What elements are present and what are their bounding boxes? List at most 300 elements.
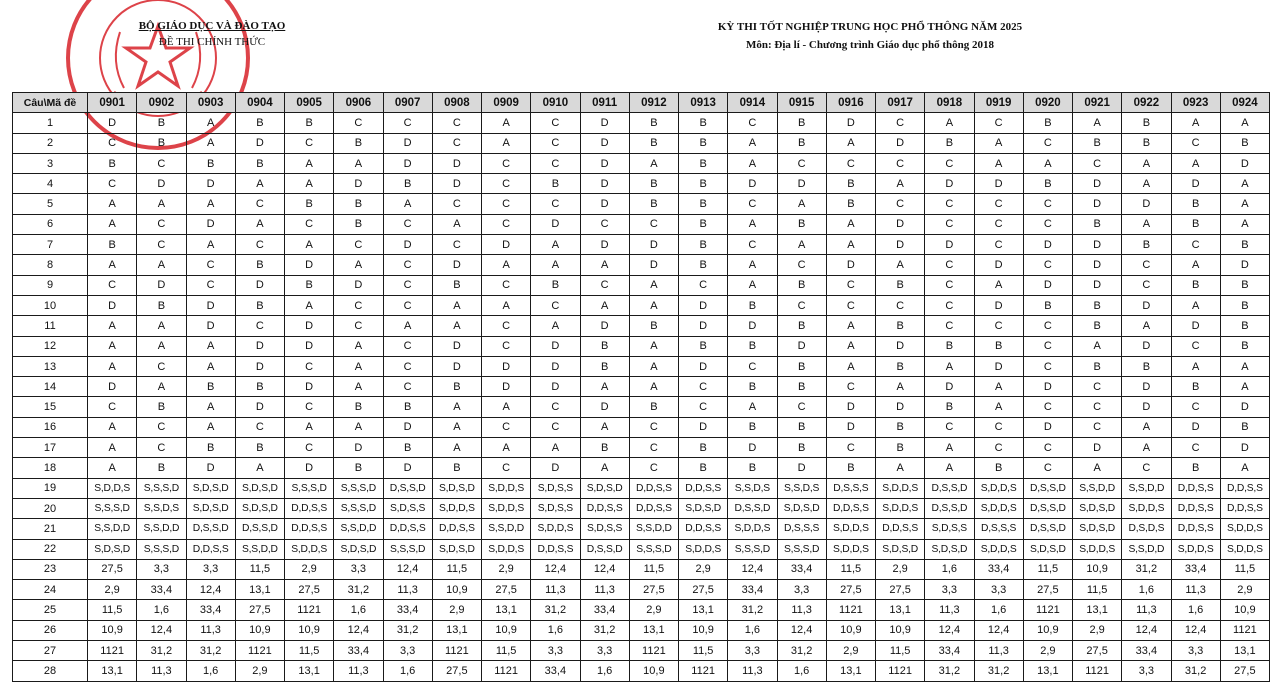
table-row: [13, 498, 1270, 518]
answer-cell: C: [285, 214, 334, 234]
answer-cell: B: [1171, 458, 1220, 478]
answer-cell: A: [137, 377, 186, 397]
answer-cell: C: [137, 235, 186, 255]
answer-cell: D,D,S,S: [629, 498, 678, 518]
answer-cell: C: [777, 397, 826, 417]
answer-cell: 11,3: [383, 580, 432, 600]
exam-code-header: 0911: [580, 93, 629, 113]
answer-cell: D,D,S,S: [186, 539, 235, 559]
answer-cell: D: [1073, 194, 1122, 214]
answer-cell: 12,4: [1122, 620, 1171, 640]
answer-cell: A: [728, 214, 777, 234]
answer-cell: B: [629, 133, 678, 153]
question-number: 14: [13, 377, 88, 397]
answer-cell: C: [88, 133, 137, 153]
answer-cell: C: [1023, 214, 1072, 234]
answer-cell: B: [876, 356, 925, 376]
answer-cell: C: [1171, 336, 1220, 356]
exam-code-header: 0920: [1023, 93, 1072, 113]
answer-cell: D,S,S,D: [925, 498, 974, 518]
answer-cell: D: [826, 417, 875, 437]
answer-cell: D: [531, 214, 580, 234]
answer-cell: C: [186, 255, 235, 275]
answer-cell: A: [629, 275, 678, 295]
answer-cell: 27,5: [285, 580, 334, 600]
exam-code-header: 0904: [235, 93, 284, 113]
answer-cell: B: [334, 133, 383, 153]
answer-cell: 13,1: [1073, 600, 1122, 620]
answer-cell: S,D,D,S: [1073, 539, 1122, 559]
answer-cell: B: [826, 174, 875, 194]
answer-cell: C: [383, 113, 432, 133]
answer-cell: D: [876, 214, 925, 234]
answer-cell: A: [876, 458, 925, 478]
table-row: [13, 600, 1270, 620]
answer-cell: C: [1023, 194, 1072, 214]
answer-cell: D: [531, 356, 580, 376]
answer-cell: B: [925, 397, 974, 417]
answer-cell: A: [482, 255, 531, 275]
answer-cell: B: [1220, 336, 1269, 356]
answer-cell: C: [334, 316, 383, 336]
answer-cell: B: [383, 438, 432, 458]
answer-cell: 13,1: [88, 661, 137, 681]
table-row: [13, 194, 1270, 214]
answer-cell: C: [1023, 438, 1072, 458]
answer-cell: D: [1073, 255, 1122, 275]
answer-cell: B: [777, 133, 826, 153]
exam-code-header: 0905: [285, 93, 334, 113]
answer-cell: C: [482, 174, 531, 194]
answer-cell: B: [580, 336, 629, 356]
answer-cell: D,D,S,S: [285, 498, 334, 518]
answer-cell: 13,1: [826, 661, 875, 681]
answer-cell: A: [826, 336, 875, 356]
answer-cell: A: [826, 316, 875, 336]
answer-cell: D: [679, 295, 728, 315]
answer-cell: D,D,S,S: [1220, 498, 1269, 518]
answer-cell: A: [1023, 153, 1072, 173]
answer-cell: S,D,S,D: [925, 539, 974, 559]
answer-cell: C: [137, 214, 186, 234]
answer-cell: 11,5: [679, 641, 728, 661]
answer-cell: D: [383, 458, 432, 478]
exam-code-header: 0907: [383, 93, 432, 113]
answer-cell: S,S,D,D: [629, 519, 678, 539]
answer-cell: C: [876, 194, 925, 214]
answer-cell: A: [580, 458, 629, 478]
answer-cell: S,D,S,D: [235, 498, 284, 518]
question-number: 21: [13, 519, 88, 539]
answer-cell: 11,3: [186, 620, 235, 640]
question-number: 19: [13, 478, 88, 498]
answer-cell: S,D,D,S: [432, 498, 481, 518]
answer-cell: B: [679, 235, 728, 255]
answer-cell: B: [432, 377, 481, 397]
answer-cell: 2,9: [1073, 620, 1122, 640]
question-number: 24: [13, 580, 88, 600]
answer-cell: A: [629, 295, 678, 315]
answer-cell: A: [1171, 295, 1220, 315]
answer-cell: A: [925, 113, 974, 133]
answer-cell: C: [826, 295, 875, 315]
answer-cell: B: [1122, 235, 1171, 255]
answer-cell: 3,3: [334, 559, 383, 579]
answer-cell: A: [285, 153, 334, 173]
answer-cell: C: [1073, 397, 1122, 417]
answer-cell: D: [1023, 417, 1072, 437]
answer-cell: 27,5: [876, 580, 925, 600]
question-number: 28: [13, 661, 88, 681]
answer-cell: B: [1171, 275, 1220, 295]
answer-cell: 31,2: [334, 580, 383, 600]
answer-cell: D: [629, 255, 678, 275]
answer-cell: A: [432, 397, 481, 417]
answer-cell: B: [876, 417, 925, 437]
answer-cell: A: [432, 214, 481, 234]
answer-cell: S,D,S,D: [1073, 519, 1122, 539]
answer-cell: A: [531, 316, 580, 336]
answer-cell: S,D,D,S: [482, 478, 531, 498]
answer-cell: C: [285, 397, 334, 417]
answer-cell: A: [1171, 153, 1220, 173]
answer-cell: C: [925, 194, 974, 214]
answer-cell: A: [1220, 458, 1269, 478]
table-row: [13, 235, 1270, 255]
answer-cell: B: [432, 458, 481, 478]
answer-cell: 11,3: [1171, 580, 1220, 600]
answer-cell: 1121: [88, 641, 137, 661]
answer-cell: S,D,S,D: [777, 498, 826, 518]
answer-cell: B: [925, 133, 974, 153]
answer-cell: S,S,D,D: [235, 539, 284, 559]
answer-cell: A: [925, 438, 974, 458]
answer-cell: S,S,S,D: [285, 478, 334, 498]
answer-cell: A: [925, 356, 974, 376]
exam-code-header: 0913: [679, 93, 728, 113]
question-number: 26: [13, 620, 88, 640]
answer-cell: S,S,S,D: [777, 539, 826, 559]
table-row: [13, 661, 1270, 681]
answer-cell: D: [1122, 295, 1171, 315]
exam-code-header: 0924: [1220, 93, 1269, 113]
answer-cell: C: [432, 235, 481, 255]
answer-cell: C: [383, 377, 432, 397]
answer-cell: D: [728, 438, 777, 458]
table-row: [13, 377, 1270, 397]
answer-cell: D: [285, 377, 334, 397]
answer-cell: D: [186, 214, 235, 234]
answer-cell: D,S,S,D: [383, 478, 432, 498]
answer-cell: D: [186, 295, 235, 315]
answer-cell: D: [1122, 336, 1171, 356]
answer-cell: D: [1171, 417, 1220, 437]
answer-cell: A: [88, 417, 137, 437]
answer-cell: C: [629, 214, 678, 234]
table-row: [13, 397, 1270, 417]
answer-cell: S,D,S,D: [1073, 498, 1122, 518]
answer-cell: 27,5: [1220, 661, 1269, 681]
answer-cell: A: [88, 356, 137, 376]
answer-cell: B: [679, 458, 728, 478]
answer-cell: S,D,D,S: [482, 498, 531, 518]
answer-cell: C: [383, 214, 432, 234]
table-row: [13, 153, 1270, 173]
answer-cell: C: [974, 194, 1023, 214]
answer-cell: 13,1: [432, 620, 481, 640]
answer-cell: D: [383, 235, 432, 255]
answer-cell: 3,3: [383, 641, 432, 661]
answer-cell: D,D,S,S: [679, 519, 728, 539]
answer-cell: S,D,D,S: [482, 539, 531, 559]
answer-cell: C: [432, 133, 481, 153]
answer-cell: S,D,D,S: [826, 519, 875, 539]
answer-cell: A: [334, 255, 383, 275]
answer-cell: A: [1220, 174, 1269, 194]
question-number: 2: [13, 133, 88, 153]
answer-cell: 1,6: [531, 620, 580, 640]
answer-cell: C: [777, 295, 826, 315]
answer-cell: D,D,S,S: [629, 478, 678, 498]
answer-cell: C: [974, 316, 1023, 336]
question-number: 25: [13, 600, 88, 620]
answer-cell: B: [137, 397, 186, 417]
answer-cell: 12,4: [974, 620, 1023, 640]
answer-cell: 13,1: [629, 620, 678, 640]
answer-cell: A: [482, 295, 531, 315]
answer-cell: D,S,S,D: [186, 519, 235, 539]
question-number: 10: [13, 295, 88, 315]
table-row: [13, 438, 1270, 458]
question-number: 22: [13, 539, 88, 559]
answer-cell: 31,2: [137, 641, 186, 661]
answer-cell: A: [1171, 356, 1220, 376]
answer-cell: B: [1220, 275, 1269, 295]
answer-cell: 12,4: [925, 620, 974, 640]
answer-cell: D,D,S,S: [876, 519, 925, 539]
answer-cell: 31,2: [383, 620, 432, 640]
answer-cell: D: [88, 113, 137, 133]
table-row: [13, 580, 1270, 600]
answer-cell: 13,1: [285, 661, 334, 681]
answer-cell: S,D,D,S: [88, 478, 137, 498]
answer-cell: D: [925, 174, 974, 194]
answer-cell: C: [925, 316, 974, 336]
table-row: [13, 133, 1270, 153]
answer-cell: 33,4: [531, 661, 580, 681]
answer-cell: D: [1122, 377, 1171, 397]
answer-cell: 12,4: [186, 580, 235, 600]
answer-cell: A: [728, 153, 777, 173]
answer-cell: D: [679, 356, 728, 376]
answer-cell: D,S,S,D: [1023, 478, 1072, 498]
question-number: 13: [13, 356, 88, 376]
answer-cell: 27,5: [88, 559, 137, 579]
answer-cell: 3,3: [1171, 641, 1220, 661]
answer-cell: C: [531, 133, 580, 153]
answer-cell: 10,9: [876, 620, 925, 640]
answer-cell: D: [728, 316, 777, 336]
answer-cell: A: [235, 214, 284, 234]
answer-cell: A: [186, 194, 235, 214]
exam-header: [640, 18, 1100, 54]
answer-cell: S,D,S,D: [186, 478, 235, 498]
answer-cell: A: [1122, 214, 1171, 234]
answer-cell: S,D,S,S: [531, 478, 580, 498]
answer-cell: D: [285, 458, 334, 478]
answer-cell: 31,2: [728, 600, 777, 620]
answer-cell: B: [974, 458, 1023, 478]
answer-cell: A: [974, 133, 1023, 153]
answer-cell: 2,9: [482, 559, 531, 579]
answer-cell: C: [728, 113, 777, 133]
answer-cell: 3,3: [777, 580, 826, 600]
answer-cell: S,D,S,D: [1023, 539, 1072, 559]
answer-cell: C: [876, 153, 925, 173]
answer-cell: 11,3: [1122, 600, 1171, 620]
answer-cell: D: [1023, 377, 1072, 397]
answer-cell: 1,6: [137, 600, 186, 620]
answer-cell: B: [777, 356, 826, 376]
answer-cell: C: [1122, 255, 1171, 275]
answer-cell: D: [432, 336, 481, 356]
answer-cell: C: [1171, 397, 1220, 417]
answer-cell: D: [826, 397, 875, 417]
answer-cell: D: [432, 356, 481, 376]
answer-cell: 2,9: [1023, 641, 1072, 661]
answer-cell: 3,3: [974, 580, 1023, 600]
answer-cell: B: [285, 275, 334, 295]
question-number: 3: [13, 153, 88, 173]
answer-cell: C: [88, 174, 137, 194]
answer-cell: A: [1220, 214, 1269, 234]
answer-cell: C: [482, 417, 531, 437]
answer-cell: 33,4: [1122, 641, 1171, 661]
answer-cell: D: [235, 275, 284, 295]
answer-cell: S,S,D,D: [334, 519, 383, 539]
answer-cell: 12,4: [728, 559, 777, 579]
answer-cell: C: [974, 417, 1023, 437]
answer-cell: 1,6: [186, 661, 235, 681]
question-number: 8: [13, 255, 88, 275]
answer-cell: B: [580, 438, 629, 458]
answer-cell: 10,9: [1023, 620, 1072, 640]
answer-cell: A: [186, 235, 235, 255]
answer-cell: A: [728, 275, 777, 295]
exam-code-header: 0916: [826, 93, 875, 113]
answer-cell: B: [1220, 133, 1269, 153]
answer-cell: A: [334, 356, 383, 376]
answer-cell: S,S,S,D: [334, 478, 383, 498]
answer-cell: 12,4: [1171, 620, 1220, 640]
answer-cell: D: [383, 133, 432, 153]
answer-cell: D: [580, 133, 629, 153]
answer-cell: C: [1023, 356, 1072, 376]
answer-cell: A: [88, 214, 137, 234]
answer-cell: A: [1122, 417, 1171, 437]
answer-cell: B: [1171, 214, 1220, 234]
answer-cell: A: [974, 377, 1023, 397]
answer-cell: A: [974, 397, 1023, 417]
answer-cell: 27,5: [629, 580, 678, 600]
answer-cell: B: [186, 377, 235, 397]
answer-cell: D: [1220, 397, 1269, 417]
answer-cell: A: [186, 336, 235, 356]
answer-cell: A: [629, 356, 678, 376]
answer-cell: B: [1023, 113, 1072, 133]
exam-code-header: 0910: [531, 93, 580, 113]
answer-cell: 11,5: [235, 559, 284, 579]
answer-cell: S,S,S,D: [728, 539, 777, 559]
answer-cell: B: [1220, 235, 1269, 255]
answer-cell: 10,9: [826, 620, 875, 640]
answer-cell: S,S,S,D: [137, 478, 186, 498]
answer-cell: A: [1220, 194, 1269, 214]
answer-cell: C: [383, 336, 432, 356]
answer-cell: B: [629, 397, 678, 417]
answer-cell: D,D,S,S: [826, 498, 875, 518]
answer-cell: C: [383, 275, 432, 295]
answer-cell: A: [482, 113, 531, 133]
answer-cell: D: [925, 235, 974, 255]
answer-cell: D: [1073, 235, 1122, 255]
answer-cell: S,D,D,S: [974, 539, 1023, 559]
answer-cell: D: [186, 458, 235, 478]
table-row: [13, 356, 1270, 376]
answer-cell: D: [974, 255, 1023, 275]
answer-cell: A: [137, 316, 186, 336]
answer-cell: A: [1220, 377, 1269, 397]
answer-cell: C: [1171, 235, 1220, 255]
answer-cell: 1121: [285, 600, 334, 620]
answer-cell: D: [974, 295, 1023, 315]
answer-cell: D: [285, 255, 334, 275]
answer-cell: B: [777, 438, 826, 458]
answer-cell: 31,2: [1171, 661, 1220, 681]
answer-cell: D: [482, 356, 531, 376]
answer-cell: A: [876, 174, 925, 194]
answer-cell: A: [925, 458, 974, 478]
answer-cell: C: [826, 275, 875, 295]
answer-cell: C: [777, 153, 826, 173]
answer-cell: C: [679, 377, 728, 397]
answer-cell: B: [777, 377, 826, 397]
answer-cell: A: [826, 356, 875, 376]
answer-cell: S,D,S,D: [432, 478, 481, 498]
table-row: [13, 478, 1270, 498]
answer-cell: A: [186, 113, 235, 133]
answer-cell: B: [728, 295, 777, 315]
answer-cell: D: [580, 194, 629, 214]
answer-cell: D: [531, 377, 580, 397]
answer-cell: 2,9: [629, 600, 678, 620]
answer-cell: A: [137, 194, 186, 214]
exam-code-header: 0902: [137, 93, 186, 113]
answer-cell: 27,5: [432, 661, 481, 681]
answer-cell: 1121: [679, 661, 728, 681]
exam-code-header: 0921: [1073, 93, 1122, 113]
answer-cell: C: [1023, 336, 1072, 356]
answer-cell: B: [728, 336, 777, 356]
question-number: 15: [13, 397, 88, 417]
question-number: 5: [13, 194, 88, 214]
answer-cell: A: [482, 397, 531, 417]
answer-cell: D: [137, 174, 186, 194]
answer-cell: A: [1073, 113, 1122, 133]
answer-cell: C: [482, 153, 531, 173]
answer-cell: D: [1171, 174, 1220, 194]
exam-code-header: 0919: [974, 93, 1023, 113]
